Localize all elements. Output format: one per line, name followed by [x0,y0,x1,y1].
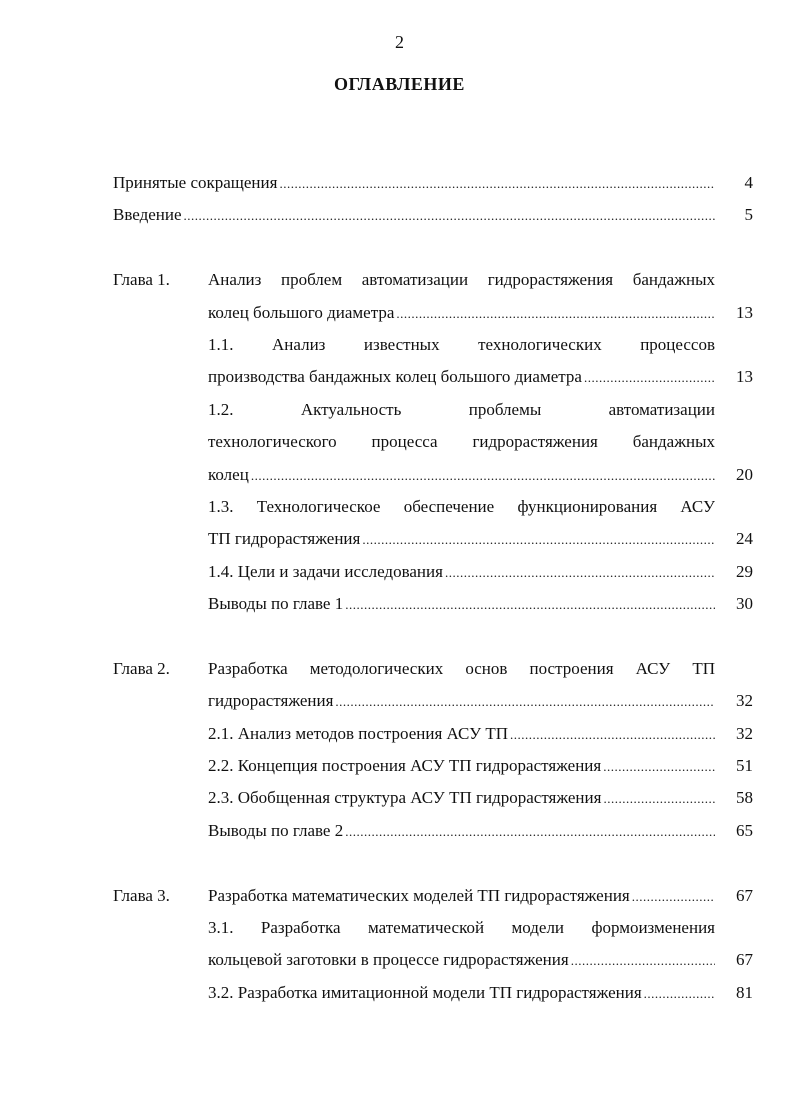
entry-title-line: Выводы по главе 2 [208,820,344,840]
chapter-label [113,944,208,976]
toc-line [113,199,753,231]
chapter-label [113,685,208,717]
chapter-label [113,459,208,491]
chapter-label [113,815,208,847]
chapter-label [113,297,208,329]
group-spacer [113,620,753,652]
page-spacer [715,264,753,296]
page-ref: 58 [736,788,753,808]
page-ref: 24 [736,529,753,549]
dot-leader [394,297,715,329]
toc-entry[interactable] [113,912,753,977]
toc-line [113,718,753,750]
toc-entry-body [208,329,715,361]
chapter-label [113,426,208,458]
toc-entry[interactable] [113,880,753,912]
page-ref: 30 [736,594,753,614]
toc-line [113,782,753,814]
dot-leader [333,685,715,717]
toc-entry[interactable] [113,815,753,847]
toc-line [113,977,753,1009]
toc-entry[interactable] [113,167,753,199]
toc-entry[interactable] [113,394,753,491]
page-spacer [715,653,753,685]
page-ref: 67 [736,885,753,905]
entry-title-line: колец [208,464,249,484]
page-ref: 5 [744,205,753,225]
chapter-label [113,361,208,393]
entry-title-line: Принятые сокращения [113,173,278,192]
toc-line [113,944,753,976]
dot-leader [443,556,715,588]
entry-title-line: Введение [113,205,182,225]
page-number: 2 [395,32,404,52]
entry-title-line: Выводы по главе 1 [208,594,344,614]
dot-leader [601,750,715,782]
toc-entry-body [208,944,715,976]
toc-entry-body [208,394,715,426]
entry-title-line: 2.2. Концепция построения АСУ ТП гидрорастяжения [208,756,602,776]
group-spacer [113,847,753,879]
chapter-label [113,912,208,944]
page-ref: 65 [736,820,753,840]
chapter-label [113,750,208,782]
toc-line [113,297,753,329]
toc-line [113,167,753,199]
toc-line [113,361,753,393]
toc-entry-body [208,556,715,588]
toc-entry[interactable] [113,718,753,750]
chapter-label [113,523,208,555]
toc-entry-body [208,653,715,685]
entry-title-line: ТП гидрорастяжения [208,529,361,549]
toc-line [113,426,753,458]
toc-entry[interactable] [113,199,753,231]
toc-entry[interactable] [113,782,753,814]
toc-entry-body [208,977,715,1009]
toc-entry-body [113,199,715,231]
entry-title-line: производства бандажных колец большого диаметра [208,367,582,387]
toc-line [113,588,753,620]
chapter-label [113,718,208,750]
dot-leader [249,459,715,491]
page-ref: 51 [736,756,753,776]
entry-title-line: 1.1. Анализ известных технологических процессов [208,334,715,354]
chapter-label [113,782,208,814]
toc-line [113,685,753,717]
toc-line [113,556,753,588]
toc-line [113,912,753,944]
toc-entry-body [208,912,715,944]
toc-entry[interactable] [113,653,753,718]
toc-line [113,653,753,685]
entry-title-line: колец большого диаметра [208,302,395,322]
toc-line [113,329,753,361]
chapter-label [113,556,208,588]
dot-leader [582,361,715,393]
toc-entry-body [208,880,715,912]
entry-title-line: Анализ проблем автоматизации гидрорастяжения бандажных [208,270,715,290]
dot-leader [508,718,715,750]
page-ref: 29 [736,561,753,581]
toc-line [113,750,753,782]
dot-leader [601,782,715,814]
toc-line [113,880,753,912]
entry-title-line: 1.2. Актуальность проблемы автоматизации [208,399,715,419]
chapter-label [113,588,208,620]
dot-leader [630,880,715,912]
toc-entry-body [208,491,715,523]
chapter-label [113,491,208,523]
toc-entry[interactable] [113,264,753,329]
page-title: ОГЛАВЛЕНИЕ [334,74,465,94]
toc-entry-body [208,685,715,717]
toc-line [113,815,753,847]
dot-leader [642,977,715,1009]
toc-entry[interactable] [113,329,753,394]
toc-entry-body [208,815,715,847]
page-ref: 20 [736,464,753,484]
toc-entry[interactable] [113,556,753,588]
entry-title-line: 3.1. Разработка математической модели формоизменения [208,917,715,937]
page-spacer [715,394,753,426]
toc-line [113,491,753,523]
page-ref: 13 [736,302,753,322]
toc-entry-body [208,782,715,814]
page-ref: 13 [736,367,753,387]
chapter-label: Глава 3. [113,885,170,905]
toc-line [113,394,753,426]
toc-entry[interactable] [113,977,753,1009]
page-ref: 32 [736,691,753,711]
group-spacer [113,232,753,264]
toc-entry-body [208,264,715,296]
entry-title-line: 1.3. Технологическое обеспечение функционирования АСУ [208,496,715,516]
page-spacer [715,491,753,523]
page-spacer [715,912,753,944]
toc-entry-body [113,167,715,199]
chapter-label [113,977,208,1009]
chapter-label [113,329,208,361]
entry-title-line: 1.4. Цели и задачи исследования [208,561,443,581]
toc-entry-body [208,523,715,555]
page-ref: 32 [736,723,753,743]
toc-entry-body [208,588,715,620]
toc-line [113,459,753,491]
dot-leader [343,815,715,847]
entry-title-line: 2.1. Анализ методов построения АСУ ТП [208,723,509,743]
toc-entry[interactable] [113,491,753,556]
toc-entry[interactable] [113,588,753,620]
page-ref: 4 [744,173,753,192]
toc-entry[interactable] [113,750,753,782]
dot-leader [182,199,715,231]
entry-title-line: Разработка методологических основ построения АСУ ТП [208,658,715,678]
toc-entry-body [208,361,715,393]
page-spacer [715,426,753,458]
page-ref: 81 [736,982,753,1002]
entry-title-line: 3.2. Разработка имитационной модели ТП гидрорастяжения [208,982,642,1002]
chapter-label [113,394,208,426]
toc-line [113,264,753,296]
dot-leader [360,523,715,555]
entry-title-line: гидрорастяжения [208,691,334,711]
toc-entry-body [208,459,715,491]
page-ref: 67 [736,950,753,970]
toc-entry-body [208,750,715,782]
chapter-label: Глава 1. [113,270,170,290]
entry-title-line: технологического процесса гидрорастяжения бандажных [208,432,715,452]
toc-entry-body [208,426,715,458]
dot-leader [277,167,715,199]
page-spacer [715,329,753,361]
dot-leader [569,944,715,976]
toc-entry-body [208,718,715,750]
entry-title-line: Разработка математических моделей ТП гидрорастяжения [208,885,630,905]
table-of-contents [113,167,753,1009]
chapter-label: Глава 2. [113,658,170,678]
dot-leader [343,588,715,620]
entry-title-line: кольцевой заготовки в процессе гидрорастяжения [208,950,569,970]
toc-line [113,523,753,555]
toc-entry-body [208,297,715,329]
entry-title-line: 2.3. Обобщенная структура АСУ ТП гидрорастяжения [208,788,602,808]
